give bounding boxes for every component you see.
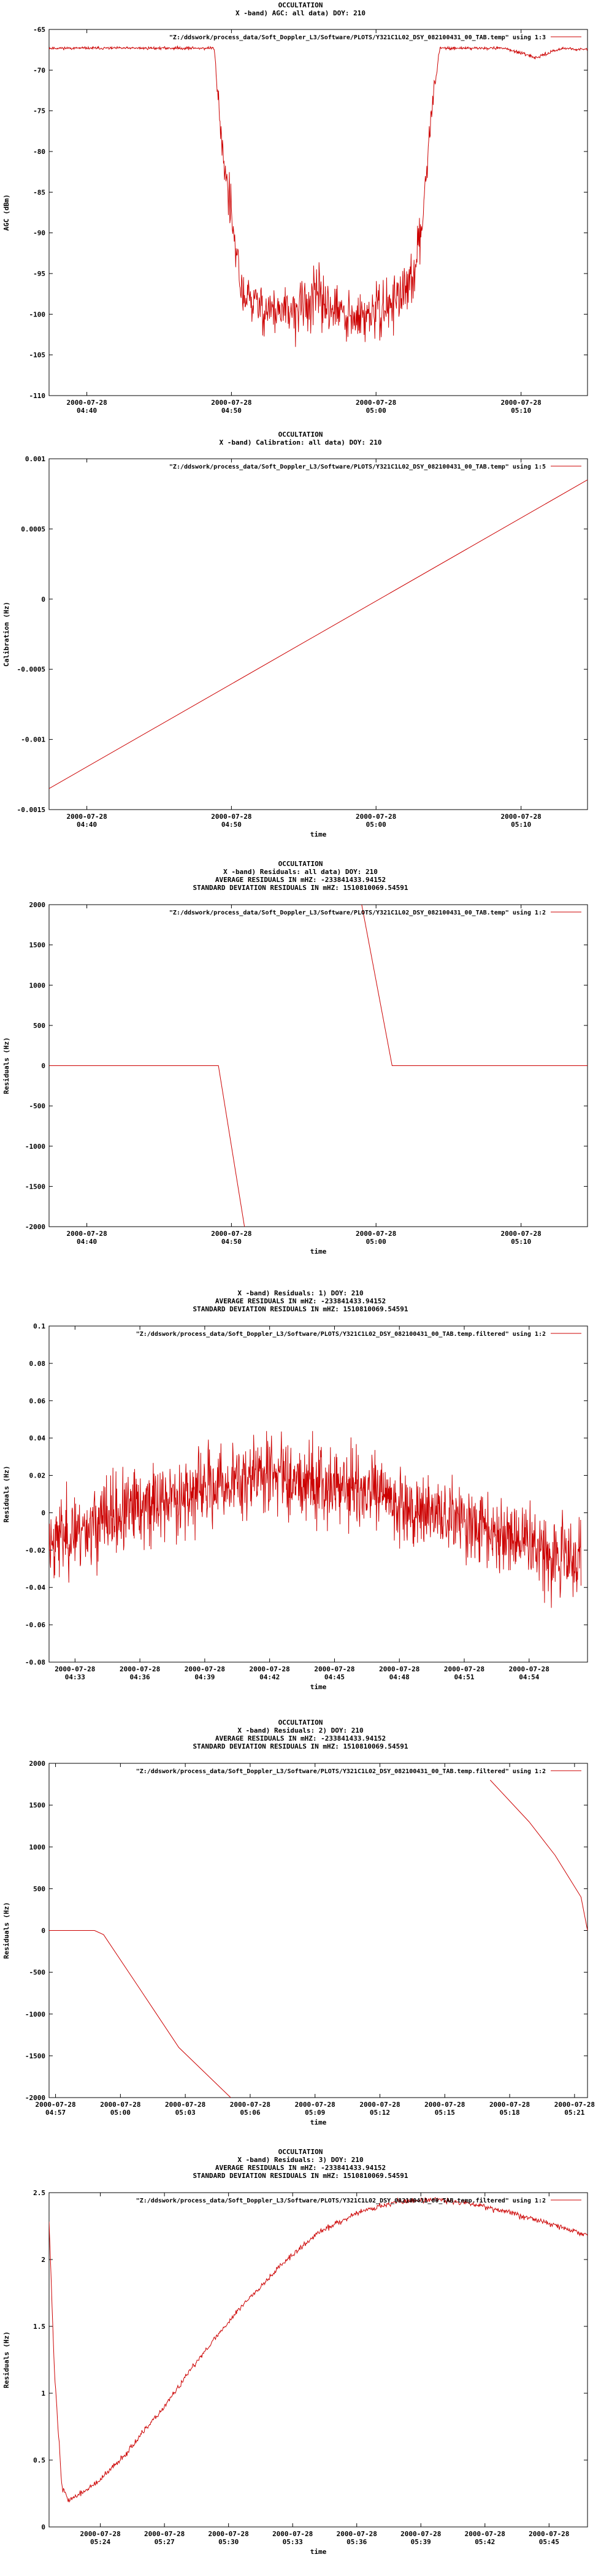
x-tick-label-time: 05:33 — [282, 2538, 303, 2546]
plot-panel-1 — [0, 0, 601, 429]
y-tick-label: -105 — [29, 351, 45, 359]
x-tick-label-time: 04:50 — [221, 821, 242, 829]
y-tick-label: -100 — [29, 310, 45, 319]
y-tick-label: -0.06 — [25, 1621, 45, 1630]
y-tick-label: 0.0005 — [21, 525, 45, 534]
y-tick-label: 2 — [41, 2256, 45, 2264]
y-tick-label: -0.02 — [25, 1546, 45, 1555]
series-line-1 — [49, 1931, 231, 2098]
x-tick-label-time: 05:00 — [366, 1238, 386, 1246]
series-line-1 — [49, 1066, 245, 1227]
x-tick-label-time: 05:00 — [366, 821, 386, 829]
chart-title-line: AVERAGE RESIDUALS IN mHZ: -233841433.94152 — [215, 1297, 386, 1305]
x-axis-label: time — [310, 2548, 327, 2556]
x-tick-label-time: 04:50 — [221, 407, 242, 415]
y-axis-label: Residuals (Hz) — [2, 1037, 10, 1094]
y-tick-label: -80 — [33, 148, 45, 156]
x-tick-label-date: 2000-07-28 — [424, 2101, 465, 2109]
x-tick-label-time: 05:36 — [346, 2538, 367, 2546]
x-tick-label-date: 2000-07-28 — [119, 1665, 161, 1673]
series-line-2 — [490, 1780, 588, 1930]
y-axis-label: Residuals (Hz) — [2, 1465, 10, 1523]
series-line-1 — [49, 480, 588, 788]
x-tick-label-time: 05:10 — [511, 821, 532, 829]
x-tick-label-time: 04:57 — [45, 2109, 66, 2117]
x-tick-label-time: 05:12 — [369, 2109, 391, 2117]
x-tick-label-date: 2000-07-28 — [100, 2101, 141, 2109]
series-line-2 — [362, 905, 588, 1066]
x-tick-label-time: 05:10 — [511, 1238, 532, 1246]
legend-label: "Z:/ddswork/process_data/Soft_Doppler_L3/Software/PLOTS/Y321C1L02_DSY_082100431_00_TAB.temp" using 1:3 — [169, 34, 546, 41]
y-axis-label: Calibration (Hz) — [2, 602, 10, 667]
y-tick-label: -1500 — [25, 1183, 45, 1191]
x-tick-label-date: 2000-07-28 — [249, 1665, 290, 1673]
x-tick-label-date: 2000-07-28 — [35, 2101, 76, 2109]
x-tick-label-date: 2000-07-28 — [554, 2101, 595, 2109]
y-tick-label: 2000 — [29, 1760, 45, 1768]
chart-title-line: AVERAGE RESIDUALS IN mHZ: -233841433.94152 — [215, 2164, 386, 2172]
y-tick-label: -0.0005 — [17, 665, 45, 674]
series-line-1 — [49, 2198, 588, 2502]
chart-title-line: OCCULTATION — [278, 2148, 323, 2156]
legend-label: "Z:/ddswork/process_data/Soft_Doppler_L3/Software/PLOTS/Y321C1L02_DSY_082100431_00_TAB.temp.filtered" using 1:2 — [136, 1768, 546, 1775]
x-tick-label-date: 2000-07-28 — [208, 2530, 249, 2538]
y-tick-label: 0 — [41, 1062, 45, 1070]
y-tick-label: 0 — [41, 595, 45, 604]
x-axis-label: time — [310, 830, 327, 838]
x-axis-label: time — [310, 2118, 327, 2126]
y-tick-label: 1500 — [29, 1801, 45, 1810]
y-tick-label: 0.1 — [33, 1322, 45, 1330]
y-axis-label: Residuals (Hz) — [2, 1902, 10, 1959]
y-axis-label: AGC (dBm) — [2, 194, 10, 231]
chart-title-line: X -band) Residuals: 1) DOY: 210 — [237, 1289, 364, 1297]
chart-title-line: X -band) Calibration: all data) DOY: 210 — [219, 439, 382, 447]
x-tick-label-date: 2000-07-28 — [66, 399, 107, 407]
x-tick-label-date: 2000-07-28 — [211, 1230, 252, 1238]
y-tick-label: 0 — [41, 1509, 45, 1517]
x-tick-label-date: 2000-07-28 — [314, 1665, 355, 1673]
y-tick-label: 0.02 — [29, 1471, 45, 1480]
series-line-1 — [49, 1431, 581, 1608]
series-line-1 — [49, 46, 588, 347]
plot-panel-4 — [0, 1288, 601, 1717]
y-tick-label: -90 — [33, 229, 45, 237]
x-tick-label-time: 04:33 — [64, 1673, 85, 1681]
chart-title-line: STANDARD DEVIATION RESIDUALS IN mHZ: 1510810069.54591 — [193, 884, 408, 892]
x-tick-label-time: 05:10 — [511, 407, 532, 415]
y-tick-label: 1 — [41, 2390, 45, 2398]
x-tick-label-date: 2000-07-28 — [356, 1230, 397, 1238]
y-tick-label: 0.08 — [29, 1359, 45, 1368]
x-tick-label-time: 04:54 — [519, 1673, 540, 1681]
y-tick-label: -1000 — [25, 1142, 45, 1151]
x-tick-label-time: 04:40 — [77, 821, 98, 829]
x-tick-label-time: 04:36 — [129, 1673, 150, 1681]
y-tick-label: -95 — [33, 270, 45, 278]
legend-label: "Z:/ddswork/process_data/Soft_Doppler_L3/Software/PLOTS/Y321C1L02_DSY_082100431_00_TAB.temp.filtered" using 1:2 — [136, 1331, 546, 1338]
legend-label: "Z:/ddswork/process_data/Soft_Doppler_L3/Software/PLOTS/Y321C1L02_DSY_082100431_00_TAB.temp" using 1:5 — [169, 464, 546, 470]
legend-label: "Z:/ddswork/process_data/Soft_Doppler_L3/Software/PLOTS/Y321C1L02_DSY_082100431_00_TAB.temp" using 1:2 — [169, 910, 546, 916]
x-tick-label-date: 2000-07-28 — [80, 2530, 121, 2538]
y-tick-label: 0.001 — [25, 455, 45, 463]
y-axis-label: Residuals (Hz) — [2, 2331, 10, 2388]
x-tick-label-date: 2000-07-28 — [211, 399, 252, 407]
plot-frame — [49, 2193, 588, 2527]
x-tick-label-date: 2000-07-28 — [500, 813, 542, 821]
plot-frame — [49, 1763, 588, 2098]
y-tick-label: -1500 — [25, 2052, 45, 2060]
x-tick-label-time: 05:15 — [434, 2109, 455, 2117]
chart-title-line: OCCULTATION — [278, 1, 323, 9]
y-tick-label: 0.5 — [33, 2456, 45, 2464]
plot-panel-5 — [0, 1717, 601, 2147]
y-tick-label: -0.0015 — [17, 806, 45, 814]
y-tick-label: 0.06 — [29, 1397, 45, 1405]
x-tick-label-date: 2000-07-28 — [184, 1665, 225, 1673]
x-tick-label-date: 2000-07-28 — [211, 813, 252, 821]
x-tick-label-date: 2000-07-28 — [294, 2101, 335, 2109]
chart-title-line: STANDARD DEVIATION RESIDUALS IN mHZ: 1510810069.54591 — [193, 1742, 408, 1750]
y-tick-label: -500 — [29, 1102, 45, 1111]
chart-title-line: OCCULTATION — [278, 431, 323, 439]
x-axis-label: time — [310, 1683, 327, 1691]
y-tick-label: -0.08 — [25, 1658, 45, 1666]
x-tick-label-time: 05:24 — [90, 2538, 111, 2546]
x-tick-label-time: 04:51 — [454, 1673, 475, 1681]
chart-title-line: OCCULTATION — [278, 1719, 323, 1727]
y-tick-label: -75 — [33, 107, 45, 115]
legend-label: "Z:/ddswork/process_data/Soft_Doppler_L3/Software/PLOTS/Y321C1L02_DSY_082100431_00_TAB.temp.filtered" using 1:2 — [136, 2198, 546, 2204]
x-tick-label-time: 05:21 — [564, 2109, 585, 2117]
plot-panel-2 — [0, 429, 601, 859]
chart-title-line: STANDARD DEVIATION RESIDUALS IN mHZ: 1510810069.54591 — [193, 2172, 408, 2180]
x-tick-label-time: 05:18 — [499, 2109, 520, 2117]
x-tick-label-time: 05:30 — [218, 2538, 239, 2546]
chart-title-line: AVERAGE RESIDUALS IN mHZ: -233841433.94152 — [215, 876, 386, 884]
y-tick-label: 500 — [33, 1885, 45, 1893]
chart-title-line: STANDARD DEVIATION RESIDUALS IN mHZ: 1510810069.54591 — [193, 1305, 408, 1313]
x-tick-label-date: 2000-07-28 — [356, 813, 397, 821]
x-tick-label-date: 2000-07-28 — [379, 1665, 420, 1673]
x-tick-label-time: 05:45 — [538, 2538, 559, 2546]
x-tick-label-date: 2000-07-28 — [508, 1665, 549, 1673]
chart-title-line: AVERAGE RESIDUALS IN mHZ: -233841433.94152 — [215, 1735, 386, 1742]
y-tick-label: -2000 — [25, 2094, 45, 2102]
x-tick-label-time: 04:48 — [389, 1673, 410, 1681]
x-tick-label-time: 04:45 — [324, 1673, 345, 1681]
y-tick-label: 0 — [41, 1926, 45, 1935]
y-tick-label: 1000 — [29, 981, 45, 990]
y-tick-label: 500 — [33, 1021, 45, 1030]
x-tick-label-time: 05:03 — [175, 2109, 196, 2117]
x-tick-label-time: 05:09 — [305, 2109, 326, 2117]
plot-panel-3 — [0, 859, 601, 1288]
x-tick-label-date: 2000-07-28 — [443, 1665, 485, 1673]
x-tick-label-date: 2000-07-28 — [464, 2530, 505, 2538]
x-tick-label-time: 05:00 — [366, 407, 386, 415]
y-tick-label: 1500 — [29, 941, 45, 949]
chart-title-line: X -band) Residuals: 3) DOY: 210 — [237, 2156, 364, 2164]
x-tick-label-date: 2000-07-28 — [529, 2530, 570, 2538]
y-tick-label: -85 — [33, 188, 45, 197]
chart-title-line: X -band) Residuals: all data) DOY: 210 — [223, 868, 378, 876]
x-tick-label-time: 04:42 — [259, 1673, 280, 1681]
x-tick-label-date: 2000-07-28 — [55, 1665, 96, 1673]
chart-title-line: OCCULTATION — [278, 860, 323, 868]
x-tick-label-time: 04:40 — [77, 407, 98, 415]
x-tick-label-time: 04:50 — [221, 1238, 242, 1246]
x-tick-label-date: 2000-07-28 — [356, 399, 397, 407]
x-axis-label: time — [310, 1248, 327, 1255]
y-tick-label: 1000 — [29, 1843, 45, 1852]
plot-frame — [49, 29, 588, 396]
x-tick-label-date: 2000-07-28 — [500, 399, 542, 407]
y-tick-label: -70 — [33, 66, 45, 75]
y-tick-label: 0.04 — [29, 1434, 45, 1443]
x-tick-label-time: 05:06 — [240, 2109, 261, 2117]
chart-title-line: X -band) Residuals: 2) DOY: 210 — [237, 1727, 364, 1735]
y-tick-label: 2.5 — [33, 2189, 45, 2197]
x-tick-label-date: 2000-07-28 — [165, 2101, 206, 2109]
x-tick-label-date: 2000-07-28 — [272, 2530, 313, 2538]
x-tick-label-date: 2000-07-28 — [66, 1230, 107, 1238]
x-tick-label-date: 2000-07-28 — [359, 2101, 400, 2109]
x-tick-label-time: 05:00 — [110, 2109, 131, 2117]
x-tick-label-date: 2000-07-28 — [144, 2530, 185, 2538]
y-tick-label: -2000 — [25, 1223, 45, 1231]
x-tick-label-date: 2000-07-28 — [336, 2530, 377, 2538]
x-tick-label-time: 05:42 — [475, 2538, 496, 2546]
y-tick-label: -1000 — [25, 2010, 45, 2018]
y-tick-label: -500 — [29, 1968, 45, 1977]
x-tick-label-date: 2000-07-28 — [66, 813, 107, 821]
y-tick-label: -65 — [33, 26, 45, 34]
y-tick-label: 0 — [41, 2523, 45, 2531]
x-tick-label-time: 04:40 — [77, 1238, 98, 1246]
x-tick-label-date: 2000-07-28 — [229, 2101, 271, 2109]
y-tick-label: 1.5 — [33, 2323, 45, 2331]
y-tick-label: -0.04 — [25, 1584, 45, 1592]
x-tick-label-time: 05:27 — [154, 2538, 175, 2546]
x-tick-label-date: 2000-07-28 — [500, 1230, 542, 1238]
y-tick-label: -110 — [29, 392, 45, 400]
x-tick-label-date: 2000-07-28 — [489, 2101, 530, 2109]
plot-panel-6 — [0, 2147, 601, 2576]
y-tick-label: -0.001 — [21, 735, 45, 744]
x-tick-label-date: 2000-07-28 — [400, 2530, 442, 2538]
x-tick-label-time: 05:39 — [410, 2538, 431, 2546]
chart-title-line: X -band) AGC: all data) DOY: 210 — [235, 9, 366, 17]
x-tick-label-time: 04:39 — [194, 1673, 215, 1681]
y-tick-label: 2000 — [29, 901, 45, 909]
